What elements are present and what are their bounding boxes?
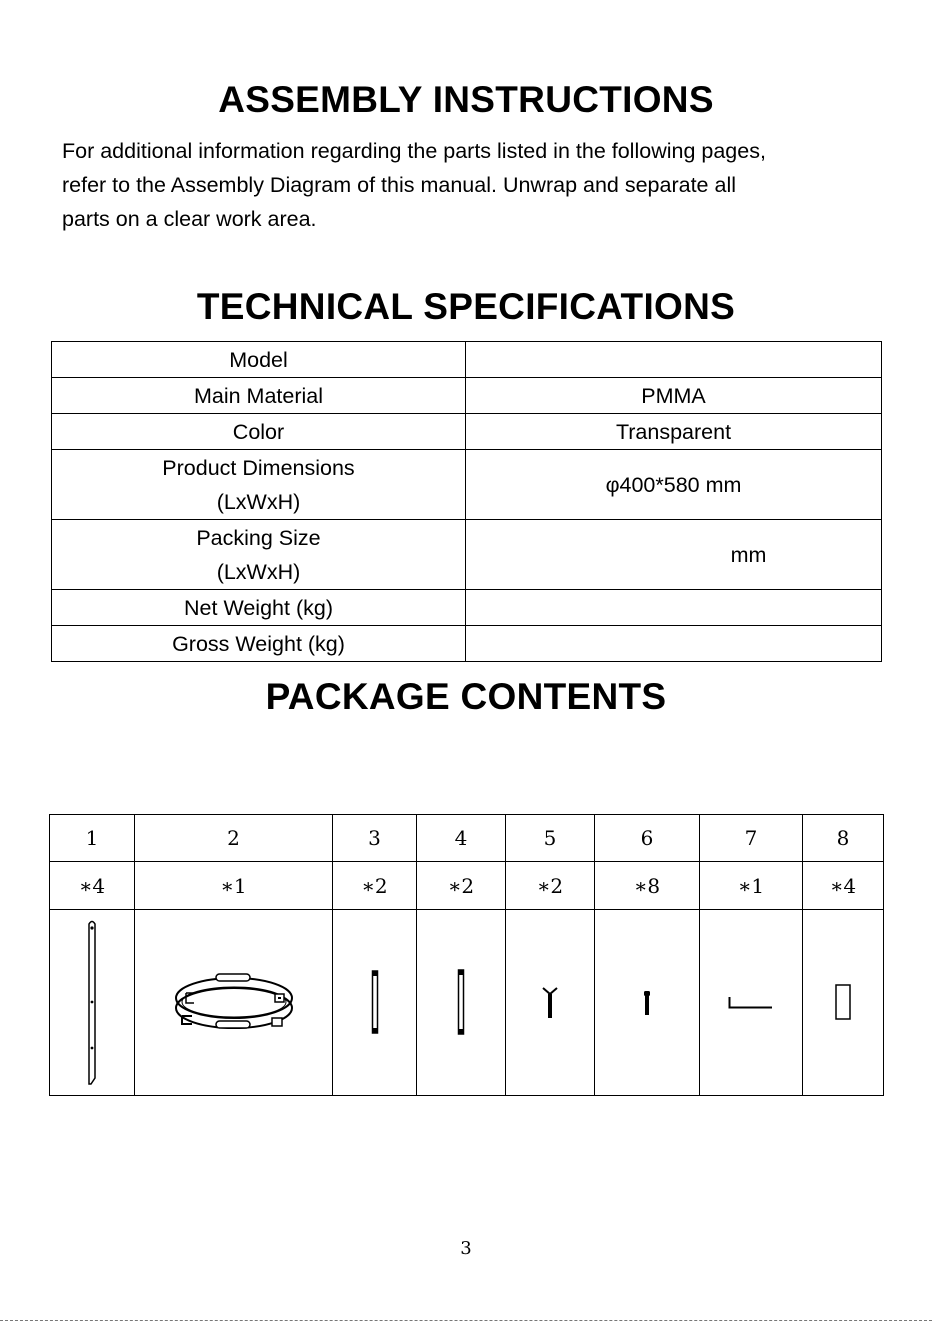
spec-label: Gross Weight (kg) (52, 626, 466, 662)
part-quantity-row (50, 862, 884, 910)
part-number: 8 (803, 815, 884, 862)
intro-line: For additional information regarding the parts listed in the following pages, (62, 139, 766, 163)
intro-line: parts on a clear work area. (62, 207, 317, 231)
spec-label-line: Packing Size (196, 525, 321, 550)
wing-screw-icon (540, 985, 560, 1021)
part-quantity: ∗2 (506, 862, 595, 910)
spec-value (466, 342, 882, 378)
table-row (52, 520, 882, 590)
spec-value (466, 590, 882, 626)
spec-label (52, 450, 466, 520)
intro-line: refer to the Assembly Diagram of this manual. Unwrap and separate all (62, 173, 736, 197)
assembly-intro (62, 134, 892, 236)
rectangular-pad-icon (833, 983, 853, 1023)
part-image-cell (506, 910, 595, 1096)
part-image-cell (333, 910, 417, 1096)
part-image-cell (595, 910, 700, 1096)
part-quantity: ∗1 (135, 862, 333, 910)
part-quantity: ∗4 (803, 862, 884, 910)
table-row (52, 590, 882, 626)
spec-label (52, 520, 466, 590)
part-image-cell (700, 910, 803, 1096)
part-quantity: ∗4 (50, 862, 135, 910)
spec-label-line: (LxWxH) (216, 559, 301, 584)
part-number: 4 (417, 815, 506, 862)
allen-key-icon (726, 995, 776, 1011)
package-table (49, 814, 884, 1096)
spec-label: Color (52, 414, 466, 450)
bolt-icon (641, 989, 653, 1017)
part-image-cell (417, 910, 506, 1096)
part-quantity: ∗8 (595, 862, 700, 910)
spec-value: φ400*580 mm (466, 450, 882, 520)
part-number: 1 (50, 815, 135, 862)
table-row (52, 378, 882, 414)
page-number: 3 (460, 1238, 472, 1259)
part-image-row (50, 910, 884, 1096)
package-title: PACKAGE CONTENTS (265, 676, 667, 717)
part-number: 5 (506, 815, 595, 862)
part-image-cell (135, 910, 333, 1096)
part-quantity: ∗1 (700, 862, 803, 910)
table-row (52, 342, 882, 378)
spec-value: Transparent (466, 414, 882, 450)
table-row (52, 450, 882, 520)
rod-icon (455, 967, 467, 1039)
spec-label: Model (52, 342, 466, 378)
part-number-row (50, 815, 884, 862)
spec-label: Net Weight (kg) (52, 590, 466, 626)
spec-label-line: Product Dimensions (162, 455, 355, 480)
part-number: 7 (700, 815, 803, 862)
assembly-title: ASSEMBLY INSTRUCTIONS (218, 79, 714, 120)
short-rod-icon (369, 968, 381, 1038)
table-row (52, 414, 882, 450)
spec-label: Main Material (52, 378, 466, 414)
bottom-divider (0, 1320, 932, 1321)
spec-label-line: (LxWxH) (216, 489, 301, 514)
part-quantity: ∗2 (333, 862, 417, 910)
spec-value (466, 520, 882, 590)
round-frame-icon (164, 968, 304, 1038)
part-number: 6 (595, 815, 700, 862)
part-image-cell (50, 910, 135, 1096)
spec-value-unit: mm (730, 542, 767, 567)
table-row (52, 626, 882, 662)
spec-value: PMMA (466, 378, 882, 414)
long-leg-bar-icon (82, 918, 102, 1088)
part-quantity: ∗2 (417, 862, 506, 910)
part-number: 3 (333, 815, 417, 862)
specs-title: TECHNICAL SPECIFICATIONS (196, 286, 736, 327)
part-image-cell (803, 910, 884, 1096)
part-number: 2 (135, 815, 333, 862)
spec-value (466, 626, 882, 662)
specs-table (51, 341, 882, 662)
